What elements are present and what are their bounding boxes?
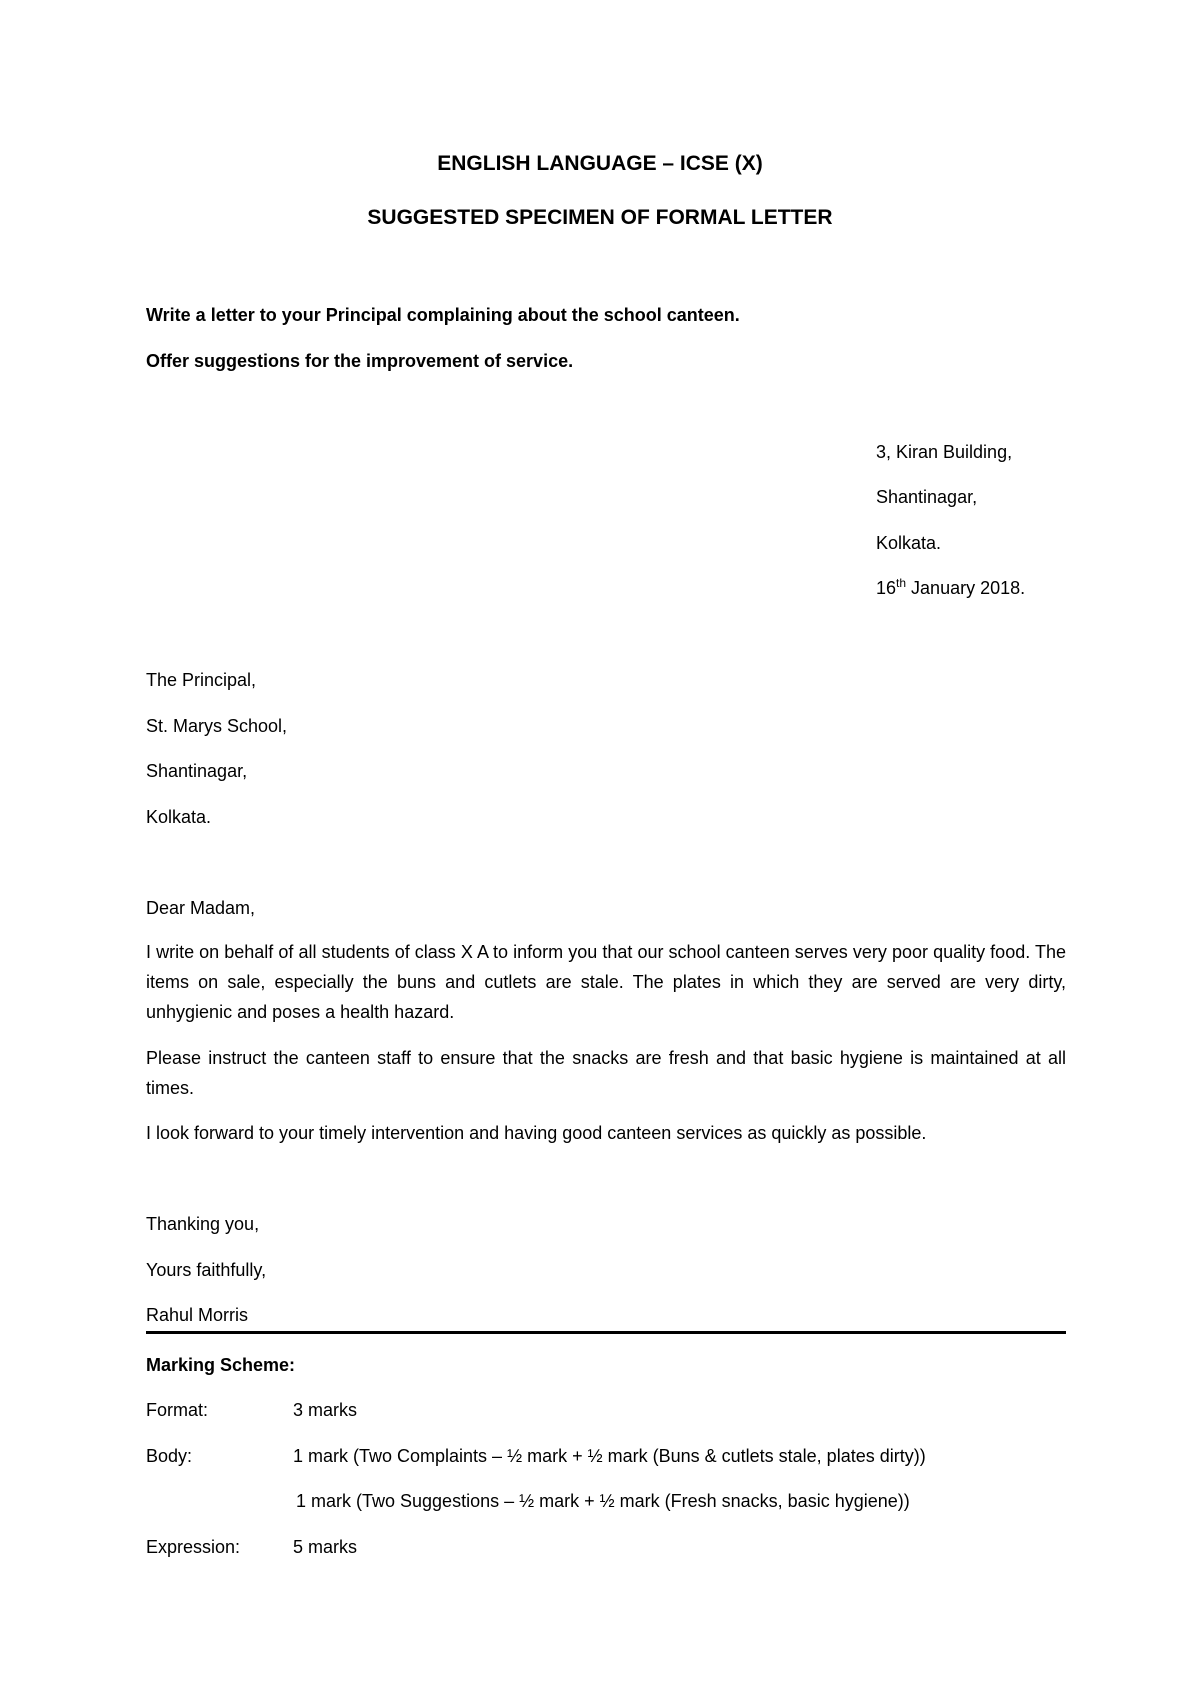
subtitle-heading: SUGGESTED SPECIMEN OF FORMAL LETTER bbox=[367, 206, 833, 229]
sender-name: Rahul Morris bbox=[146, 1305, 249, 1325]
closing-thanks: Thanking you, bbox=[146, 1214, 260, 1234]
body-paragraph-1: I write on behalf of all students of class X A to inform you that our school canteen serves very poor quality food. The items on sale, especially the buns and cutlets are stale. The plates in which they are served are very dirty, unhygienic and poses a health hazard. bbox=[146, 942, 1066, 1022]
title-heading: ENGLISH LANGUAGE – ICSE (X) bbox=[437, 152, 763, 175]
recipient-line-3: Shantinagar, bbox=[146, 761, 248, 781]
format-label: Format: bbox=[146, 1400, 209, 1420]
date-ordinal: th bbox=[896, 576, 907, 590]
recipient-line-4: Kolkata. bbox=[146, 807, 212, 827]
recipient-line-2: St. Marys School, bbox=[146, 716, 288, 736]
letter-date bbox=[876, 577, 1025, 599]
body-value-complaints: 1 mark (Two Complaints – ½ mark + ½ mark (Buns & cutlets stale, plates dirty)) bbox=[293, 1446, 926, 1466]
closing-signoff: Yours faithfully, bbox=[146, 1260, 267, 1280]
horizontal-rule bbox=[146, 1331, 1066, 1334]
question-line-1: Write a letter to your Principal complaining about the school canteen. bbox=[146, 305, 740, 325]
format-value: 3 marks bbox=[293, 1400, 358, 1420]
body-value-suggestions: 1 mark (Two Suggestions – ½ mark + ½ mark (Fresh snacks, basic hygiene)) bbox=[296, 1491, 910, 1511]
expression-label: Expression: bbox=[146, 1537, 241, 1557]
date-day: 16 bbox=[876, 578, 897, 598]
expression-value: 5 marks bbox=[293, 1537, 358, 1557]
date-month-year: January 2018. bbox=[906, 578, 1026, 598]
marking-scheme-title: Marking Scheme: bbox=[146, 1355, 296, 1375]
question-line-2: Offer suggestions for the improvement of service. bbox=[146, 351, 574, 371]
body-label: Body: bbox=[146, 1446, 193, 1466]
sender-address-line-2: Shantinagar, bbox=[876, 487, 978, 507]
salutation: Dear Madam, bbox=[146, 898, 256, 918]
sender-address-line-1: 3, Kiran Building, bbox=[876, 442, 1013, 462]
recipient-line-1: The Principal, bbox=[146, 670, 257, 690]
sender-address-line-3: Kolkata. bbox=[876, 533, 942, 553]
body-paragraph-2: Please instruct the canteen staff to ensure that the snacks are fresh and that basic hygiene is maintained at all times. bbox=[146, 1048, 1066, 1098]
body-paragraph-3: I look forward to your timely intervention and having good canteen services as quickly as possible. bbox=[146, 1123, 927, 1143]
